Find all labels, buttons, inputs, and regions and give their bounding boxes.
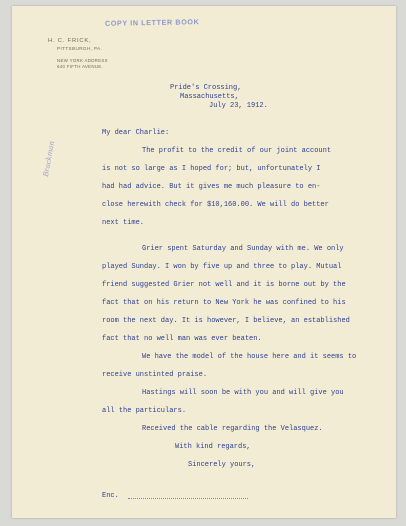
letterhead-city: PITTSBURGH, PA. — [57, 46, 103, 51]
body-line: friend suggested Grier not well and it is borne out by the — [102, 281, 346, 289]
letterhead-ny-address: 640 FIFTH AVENUE. — [57, 64, 104, 69]
closing-regards: With kind regards, — [175, 443, 251, 451]
body-line: room the next day. It is however, I believe, an established — [102, 317, 350, 325]
body-line: Grier spent Saturday and Sunday with me. We only — [142, 245, 344, 253]
body-line: is not so large as I hoped for; but, unfortunately I — [102, 165, 321, 173]
enclosure-mark: Enc. — [102, 492, 119, 500]
body-line: had had advice. But it gives me much pleasure to en- — [102, 183, 321, 191]
copy-stamp: COPY IN LETTER BOOK — [104, 17, 200, 28]
letterhead-name: H. C. FRICK, — [48, 38, 92, 44]
header-date: July 23, 1912. — [209, 102, 268, 110]
salutation: My dear Charlie: — [102, 129, 170, 137]
body-line: fact that on his return to New York he was confined to his — [102, 299, 346, 307]
body-line: fact that no well man was ever beaten. — [102, 335, 262, 343]
body-line: Received the cable regarding the Velasquez. — [142, 425, 323, 433]
letterhead-ny-label: NEW YORK ADDRESS — [57, 58, 108, 63]
body-line: close herewith check for $10,160.00. We will do better — [102, 201, 329, 209]
body-line: Hastings will soon be with you and will give you — [142, 389, 344, 397]
closing-sign-off: Sincerely yours, — [188, 461, 256, 469]
body-line: The profit to the credit of our joint account — [142, 147, 332, 155]
body-line: We have the model of the house here and it seems to — [142, 353, 357, 361]
letter-sheet — [12, 6, 396, 518]
body-line: receive unstinted praise. — [102, 371, 208, 379]
header-state: Massachusetts, — [180, 93, 239, 101]
body-line: all the particulars. — [102, 407, 187, 415]
body-line: played Sunday. I won by five up and three to play. Mutual — [102, 263, 342, 271]
body-line: next time. — [102, 219, 145, 227]
margin-annotation: Brackman — [42, 140, 57, 178]
header-place: Pride's Crossing, — [170, 84, 242, 92]
signature-line — [128, 498, 248, 499]
